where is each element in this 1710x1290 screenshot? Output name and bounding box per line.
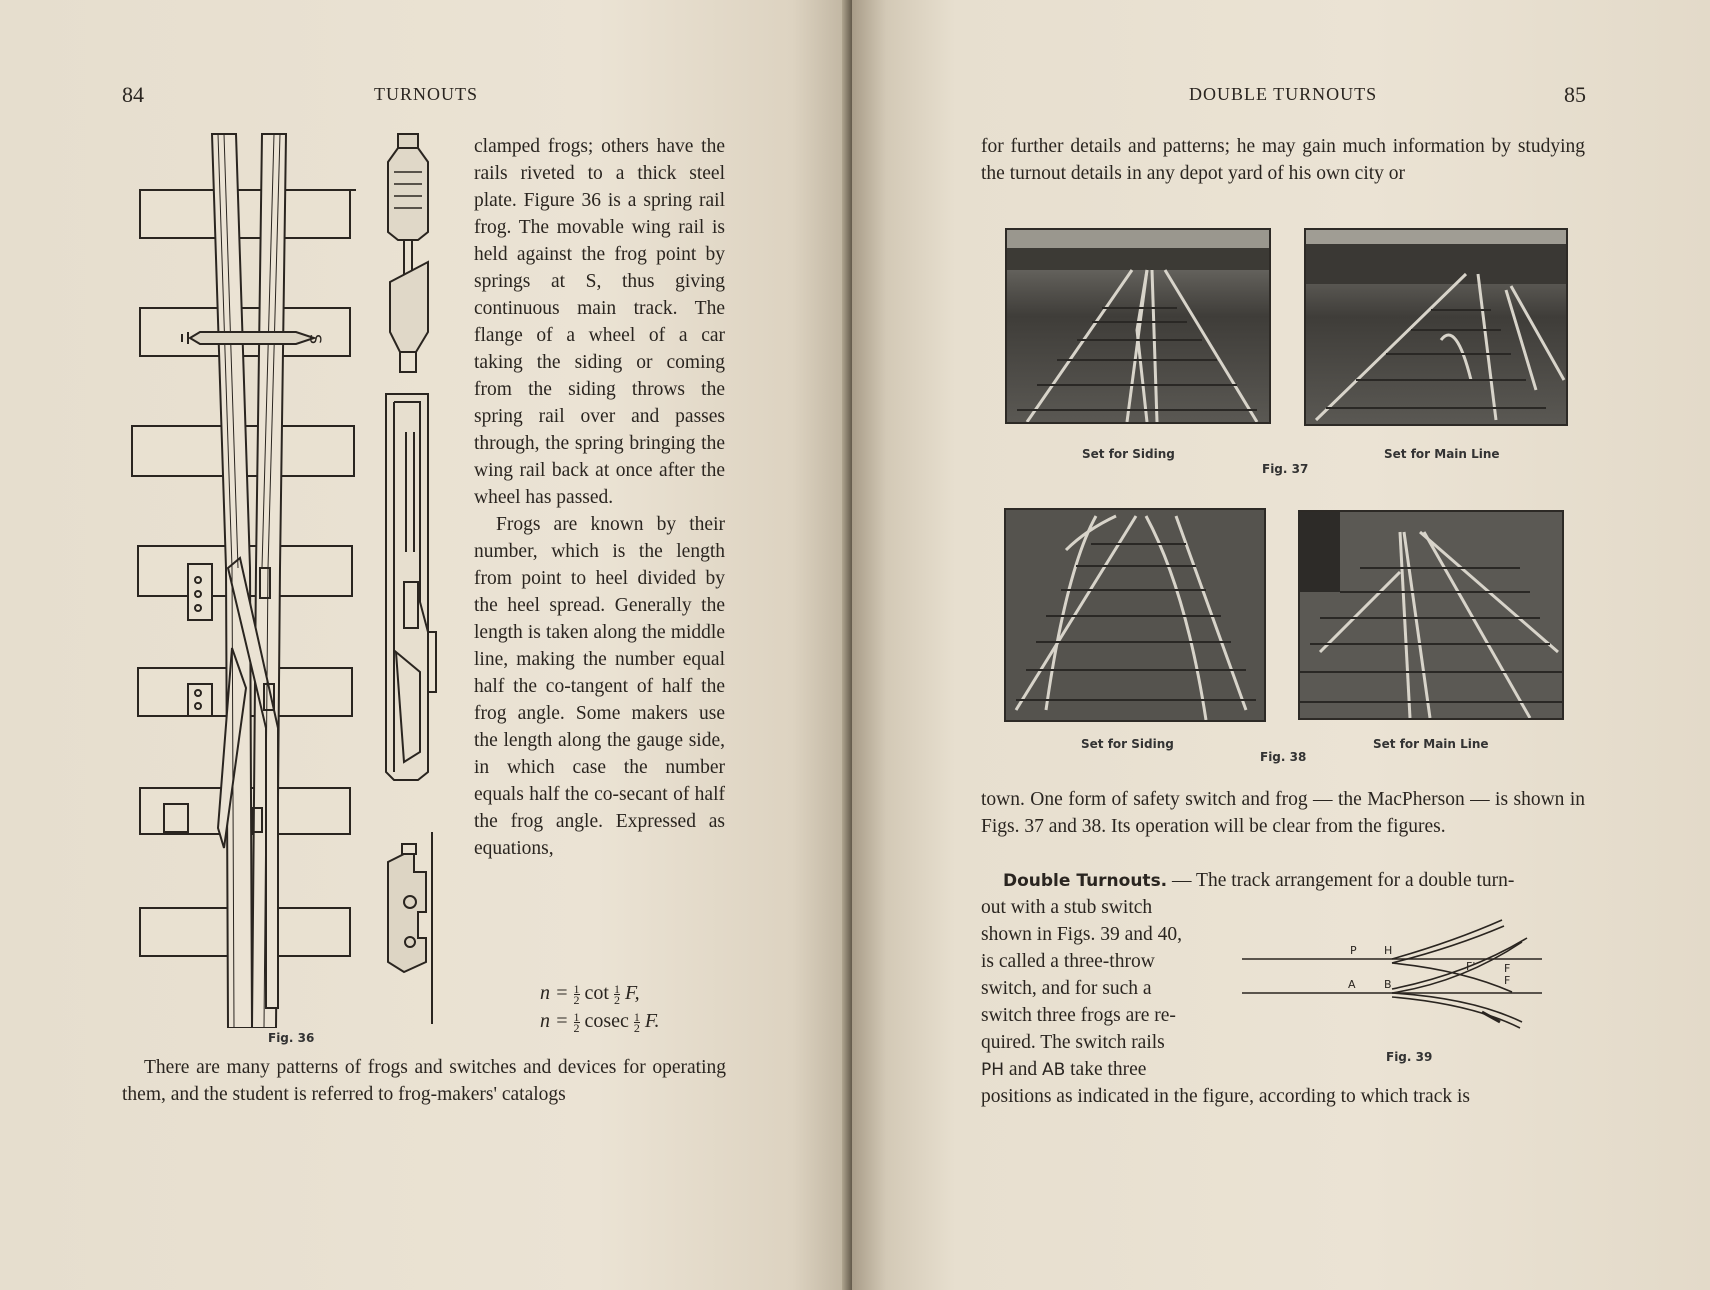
photo-set-for-siding-38 [1004, 508, 1266, 722]
label-f-prime: F' [1466, 960, 1476, 973]
tie [140, 190, 350, 238]
photo-set-for-siding-37 [1005, 228, 1271, 424]
label-f-upper: F [1504, 962, 1511, 975]
label-p: P [1350, 944, 1357, 957]
right-middle-paragraph: town. One form of safety switch and frog — the MacPherson — is shown in Figs. 37 and 38. Its operation will be clear from the figures. [981, 789, 1585, 837]
right-top-paragraph: for further details and patterns; he may gain much information by studying the turnout details in any depot yard of his own city or [981, 136, 1585, 184]
left-column-text [474, 133, 725, 862]
photo-set-for-main-line-38 [1298, 510, 1564, 720]
spring-detail-drawing [384, 132, 444, 1032]
right-final-line: positions as indicated in the figure, according to which track is [981, 1086, 1470, 1107]
label-a: A [1348, 978, 1356, 991]
double-turnouts-wrap: out with a stub switch shown in Figs. 39 and 40, is called a three-throw switch, and for such a switch three frogs are re- quired. The switch rails PH and AB take three [981, 897, 1182, 1080]
page-number-right: 85 [1564, 82, 1586, 107]
frog-plate [164, 804, 188, 832]
figure-label-39: Fig. 39 [1386, 1050, 1433, 1064]
right-page [852, 0, 1710, 1290]
three-throw-switch-diagram [1242, 912, 1582, 1052]
left-page [0, 0, 852, 1290]
left-bottom-paragraph: There are many patterns of frogs and switches and devices for operating them, and the student is referred to frog-makers' catalogs [122, 1057, 726, 1105]
figure-label-38: Fig. 38 [1260, 750, 1307, 764]
photo-set-for-main-line-37 [1304, 228, 1568, 426]
label-f-lower: F [1504, 974, 1511, 987]
caption-set-for-main-line-37: Set for Main Line [1384, 447, 1500, 461]
figure-caption-36: Fig. 36 [268, 1031, 315, 1045]
caption-set-for-siding-37: Set for Siding [1082, 447, 1175, 461]
running-head-left: TURNOUTS [374, 84, 479, 104]
label-s: S [306, 334, 325, 345]
label-b: B [1384, 978, 1392, 991]
running-head-right: DOUBLE TURNOUTS [1189, 84, 1378, 104]
double-turnouts-heading: Double Turnouts. [1003, 871, 1168, 891]
caption-set-for-main-line-38: Set for Main Line [1373, 737, 1489, 751]
paragraph: clamped frogs; others have the rails riveted to a thick steel plate. Figure 36 is a spring rail frog. The movable wing rail is held against the frog point by springs at S, thus giving continuous main track. The flange of a wheel of a car taking the siding or coming from the siding throws the spring rail over and passes through, the spring bringing the wing rail back at once after the wheel has passed. [474, 136, 725, 508]
double-turnouts-line: Double Turnouts. — The track arrangement for a double turn- [1003, 870, 1515, 891]
equation-cot: n = $\frac{1}{2}$ cot $\frac{1}{2}$ F, [540, 981, 640, 1007]
equation-cosec: n = $\frac{1}{2}$ cosec $\frac{1}{2}$ F. [540, 1009, 660, 1035]
figure-label-37: Fig. 37 [1262, 462, 1309, 476]
frog-plate [188, 684, 212, 716]
page-number-left: 84 [122, 82, 144, 107]
caption-set-for-siding-38: Set for Siding [1081, 737, 1174, 751]
spring-bolt [190, 332, 314, 344]
label-h: H [1384, 944, 1393, 957]
paragraph: Frogs are known by their number, which is the length from point to heel divided by the heel spread. Generally the length is taken along the middle line, making the number equal half the co-tangent of half the frog angle. Some makers use the length along the gauge side, in which case the number equals half the co-secant of half the frog angle. Expressed as equations, [474, 514, 725, 859]
